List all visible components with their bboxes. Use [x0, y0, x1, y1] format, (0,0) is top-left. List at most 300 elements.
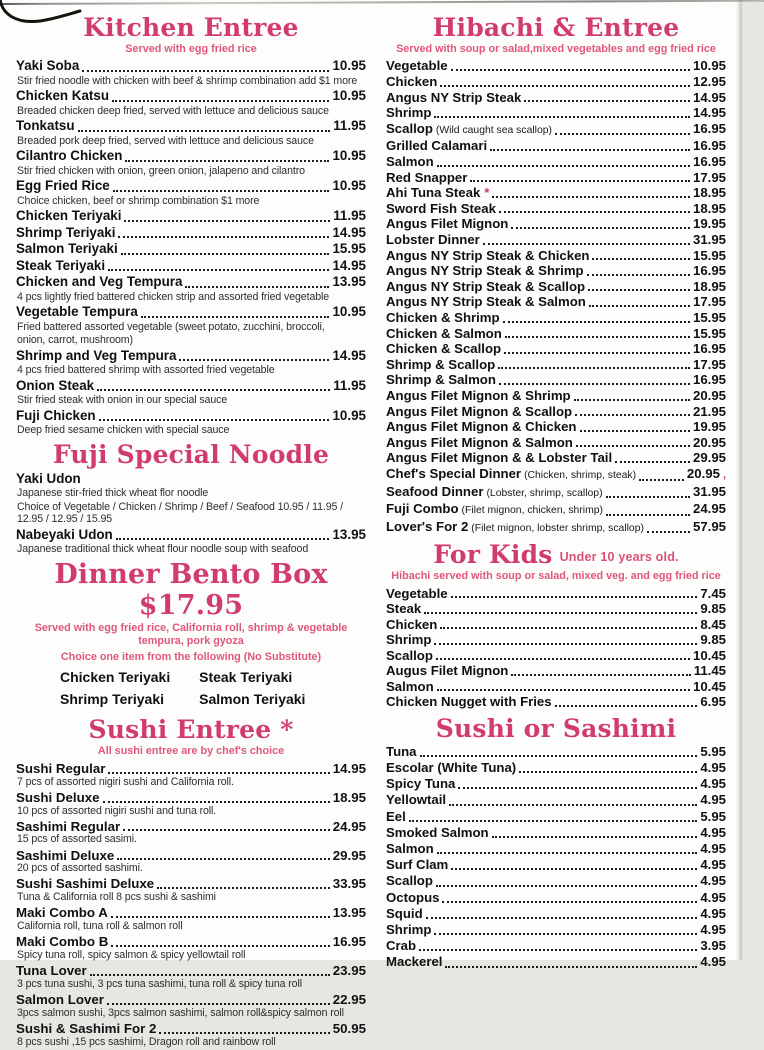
dotted-leader — [442, 901, 697, 903]
item-price: 17.95 — [692, 294, 726, 310]
menu-item-row — [386, 326, 726, 342]
menu-item-row — [386, 216, 726, 232]
item-name: Yaki Soba — [16, 58, 80, 74]
item-price: 31.95 — [692, 483, 726, 499]
section-sushi-entree — [16, 716, 366, 1048]
item-description: 4 pcs lightly fried battered chicken strip and assorted fried vegetable — [17, 290, 330, 303]
item-price: 11.95 — [333, 118, 366, 134]
item-name: Shrimp Teriyaki — [16, 224, 116, 240]
menu-item-row — [16, 848, 366, 864]
menu-item-row — [386, 450, 726, 466]
dotted-leader — [587, 274, 690, 276]
menu-item-row — [386, 466, 726, 484]
item-price: 5.95 — [700, 808, 726, 824]
menu-item-row — [386, 372, 726, 388]
menu-item-row — [386, 617, 726, 633]
item-price: 11.95 — [333, 208, 366, 224]
item-note: (Chicken, shrimp, steak) — [524, 469, 637, 481]
dotted-leader — [113, 190, 330, 192]
item-note: (Wild caught sea scallop) — [435, 124, 552, 136]
item-price: 23.95 — [332, 963, 366, 979]
item-price: 4.95 — [700, 792, 726, 808]
item-name: Angus NY Strip Steak — [386, 89, 522, 105]
item-price: 14.95 — [692, 105, 726, 121]
item-description: Spicy tuna roll, spicy salmon & spicy yellowtail roll — [17, 949, 246, 962]
menu-item-row — [386, 154, 726, 170]
menu-item-row — [386, 170, 726, 186]
item-price: 4.95 — [700, 889, 726, 905]
item-price: 29.95 — [692, 450, 726, 466]
item-note: (Filet mignon, lobster shrimp, scallop) — [471, 522, 644, 534]
dotted-leader — [458, 787, 697, 789]
item-price: 20.95 — [686, 465, 720, 481]
item-price: 15.95 — [692, 309, 726, 325]
item-name: Chef's Special Dinner — [386, 465, 522, 481]
menu-item-row — [16, 378, 366, 395]
item-price: 24.95 — [332, 818, 366, 834]
dotted-leader — [589, 305, 690, 307]
item-price: 14.95 — [332, 760, 366, 776]
item-name: Salmon Teriyaki — [16, 241, 118, 257]
menu-item-row — [16, 905, 366, 921]
item-name: Chicken Katsu — [16, 88, 110, 104]
item-description: Stir fried steak with onion in our special sauce — [17, 394, 228, 407]
item-price: 20.95 — [692, 387, 726, 403]
menu-item-row — [386, 663, 726, 679]
item-description: 3 pcs tuna sushi, 3 pcs tuna sashimi, tuna roll & spicy tuna roll — [17, 977, 302, 990]
item-description: Breaded pork deep fried, served with lettuce and delicious sauce — [17, 134, 314, 147]
item-price: 4.95 — [700, 954, 726, 970]
item-name: Cilantro Chicken — [16, 148, 123, 164]
dotted-leader — [451, 596, 698, 598]
item-price: 19.95 — [692, 216, 726, 232]
menu-item-row — [16, 258, 366, 275]
menu-item-row — [386, 404, 726, 420]
menu-item-row — [386, 357, 726, 373]
item-name: Scallop — [386, 647, 433, 663]
dotted-leader — [82, 70, 329, 72]
menu-item-row — [386, 201, 726, 217]
item-name: Vegetable Tempura — [16, 304, 138, 320]
item-name: Yellowtail — [386, 792, 447, 808]
item-price: 10.45 — [692, 678, 726, 694]
menu-item-row — [386, 419, 726, 435]
menu-item-row — [386, 435, 726, 451]
dotted-leader — [434, 116, 690, 118]
menu-item-row — [16, 761, 366, 777]
item-name: Tonkatsu — [16, 118, 75, 134]
dotted-leader — [499, 211, 690, 213]
item-name: Shrimp — [386, 105, 432, 121]
bento-choice: Steak Teriyaki — [199, 669, 293, 686]
section-title-note: Under 10 years old. — [559, 550, 679, 565]
item-name: Salmon — [386, 678, 434, 694]
menu-item-row — [386, 74, 726, 90]
item-name: Maki Combo A — [16, 905, 108, 921]
item-name: Grilled Calamari — [386, 138, 488, 154]
item-price: 9.85 — [700, 601, 726, 617]
menu-item-row — [16, 348, 366, 365]
item-price: 50.95 — [332, 1020, 366, 1036]
item-description: 4 pcs fried battered shrimp with assorted fried vegetable — [17, 364, 275, 377]
section-title-text: For Kids — [433, 540, 553, 570]
dotted-leader — [524, 100, 690, 102]
item-price: 18.95 — [692, 185, 726, 201]
item-price: 19.95 — [692, 419, 726, 435]
item-name: Sushi & Sashimi For 2 — [16, 1020, 157, 1036]
item-name: Chicken and Veg Tempura — [16, 274, 183, 290]
item-name: Angus NY Strip Steak & Chicken — [386, 247, 590, 263]
item-description: Tuna & California roll 8 pcs sushi & sashimi — [17, 891, 216, 904]
item-price: 10.95 — [332, 148, 366, 164]
dotted-leader — [90, 974, 330, 976]
item-name: Lobster Dinner — [386, 232, 480, 248]
item-description: Japanese traditional thick wheat flour noodle soup with seafood — [17, 543, 309, 556]
page-edge-shadow — [736, 0, 742, 960]
menu-item-row — [386, 841, 726, 857]
section-title — [386, 14, 726, 42]
menu-item-row — [386, 601, 726, 617]
menu-item-row — [16, 274, 366, 291]
menu-item-row — [16, 876, 366, 892]
menu-item-row — [16, 934, 366, 950]
item-price: 14.95 — [332, 224, 366, 240]
item-price: 13.95 — [332, 905, 366, 921]
item-name: Fuji Combo — [386, 501, 459, 517]
menu-item-row — [386, 825, 726, 841]
item-price: 17.95 — [692, 169, 726, 185]
menu-item-row — [386, 484, 726, 502]
item-price: 15.95 — [692, 247, 726, 263]
menu-item-row — [16, 963, 366, 979]
dotted-leader — [606, 514, 690, 516]
menu-item-row — [386, 679, 726, 695]
item-price: 10.95 — [332, 407, 366, 423]
dotted-leader — [121, 253, 330, 255]
section-kitchen-entree — [16, 14, 366, 436]
item-price: 4.95 — [700, 759, 726, 775]
item-description: Stir fried noodle with chicken with beef & shrimp combination add $1 more — [17, 74, 358, 87]
item-name: Angus Filet Mignon & Salmon — [386, 434, 573, 450]
item-price: 16.95 — [692, 372, 726, 388]
menu-item-row — [386, 263, 726, 279]
item-price: 4.95 — [700, 776, 726, 792]
dotted-leader — [483, 243, 690, 245]
section-for-kids — [386, 541, 726, 709]
dotted-leader — [426, 917, 698, 919]
dotted-leader — [511, 227, 690, 229]
dotted-leader — [179, 359, 329, 361]
item-description: Choice chicken, beef or shrimp combination $1 more — [17, 194, 260, 207]
menu-item-row — [386, 954, 726, 970]
dotted-leader — [117, 858, 329, 860]
section-dinner-bento-box — [16, 560, 366, 711]
dotted-leader — [103, 801, 330, 803]
item-price: 16.95 — [692, 120, 726, 136]
menu-item-row — [16, 225, 366, 242]
dotted-leader — [505, 336, 690, 338]
dotted-leader — [492, 196, 690, 198]
menu-item-row — [16, 58, 366, 75]
item-name: Lover's For 2 — [386, 518, 469, 534]
menu-item-row — [386, 310, 726, 326]
item-name: Tuna — [386, 743, 417, 759]
item-price: 7.45 — [700, 585, 726, 601]
menu-column-left — [16, 12, 366, 1050]
menu-item-row — [386, 792, 726, 808]
item-name: Chicken — [386, 616, 438, 632]
item-name: Eel — [386, 808, 406, 824]
item-name: Squid — [386, 905, 423, 921]
item-name: Steak — [386, 601, 422, 617]
item-description: Breaded chicken deep fried, served with lettuce and delicious sauce — [17, 104, 329, 117]
item-price: 10.45 — [692, 647, 726, 663]
section-title-text: Fuji Special Noodle — [52, 440, 330, 470]
menu-item-row — [386, 341, 726, 357]
item-description: Choice of Vegetable / Chicken / Shrimp / Beef / Seafood 10.95 / 11.95 / 12.95 / 12.95 / 15.95 — [17, 500, 344, 525]
menu-item-row — [386, 248, 726, 264]
section-title — [386, 715, 726, 743]
item-name: Tuna Lover — [16, 963, 87, 979]
item-note: (Filet mignon, chicken, shrimp) — [461, 505, 604, 517]
bento-choice: Salmon Teriyaki — [199, 691, 306, 708]
item-price: 10.95 — [332, 58, 366, 74]
section-title-text: Kitchen Entree — [83, 13, 299, 42]
item-description: onion, carrot, mushroom) — [17, 334, 133, 347]
item-price: 8.45 — [700, 616, 726, 632]
item-price: 16.95 — [332, 934, 366, 950]
item-price: 33.95 — [332, 876, 366, 892]
item-name: Salmon — [386, 154, 434, 170]
item-price: 13.95 — [332, 527, 366, 543]
dotted-leader — [451, 69, 690, 71]
section-subtitle: Served with soup or salad,mixed vegetables and egg fried rice — [396, 43, 716, 55]
item-price: 16.95 — [692, 341, 726, 357]
menu-item-row — [386, 857, 726, 873]
item-price: 31.95 — [692, 232, 726, 248]
item-name: Scallop — [386, 120, 433, 136]
item-price: 13.95 — [332, 274, 366, 290]
item-price: 18.95 — [692, 278, 726, 294]
item-name: Ahi Tuna Steak — [386, 185, 481, 201]
menu-item-row — [16, 241, 366, 258]
dotted-leader — [555, 705, 698, 707]
menu-item-row — [16, 790, 366, 806]
item-description: 15 pcs of assorted sasimi. — [17, 833, 137, 846]
menu-item-row — [386, 906, 726, 922]
item-name: Yaki Udon — [16, 471, 81, 487]
dotted-leader — [437, 852, 698, 854]
dotted-leader — [159, 1032, 329, 1034]
item-name: Fuji Chicken — [16, 407, 96, 423]
dotted-leader — [519, 771, 697, 773]
item-name: Shrimp and Veg Tempura — [16, 347, 177, 363]
item-name: Chicken & Salmon — [386, 325, 502, 341]
item-description: 7 pcs of assorted nigiri sushi and California roll. — [17, 775, 234, 788]
menu-item-row — [386, 776, 726, 792]
dotted-leader — [124, 220, 330, 222]
item-asterisk: * — [484, 185, 490, 201]
menu-item-row — [386, 938, 726, 954]
item-name: Vegetable — [386, 58, 448, 74]
item-note: (Lobster, shrimp, scallop) — [486, 487, 603, 499]
item-price: 16.95 — [692, 138, 726, 154]
dotted-leader — [436, 885, 697, 887]
dotted-leader — [504, 352, 690, 354]
dotted-leader — [575, 414, 690, 416]
dotted-leader — [440, 85, 690, 87]
item-price: 10.95 — [332, 178, 366, 194]
menu-item-row — [386, 185, 726, 201]
bento-choice: Chicken Teriyaki — [60, 669, 171, 686]
item-description: California roll, tuna roll & salmon roll — [17, 920, 183, 933]
item-price: 18.95 — [692, 200, 726, 216]
menu-item-row — [386, 121, 726, 139]
menu-column-right — [386, 12, 726, 1050]
dotted-leader — [107, 1003, 330, 1005]
dotted-leader — [615, 461, 690, 463]
menu-item-row — [386, 90, 726, 106]
menu-item-row — [16, 1021, 366, 1037]
menu-item-row — [386, 138, 726, 154]
menu-item-row — [386, 760, 726, 776]
dotted-leader — [420, 755, 698, 757]
menu-item-row — [386, 648, 726, 664]
dotted-leader — [118, 236, 329, 238]
item-name: Chicken & Shrimp — [386, 309, 500, 325]
dotted-leader — [639, 479, 684, 481]
item-name: Angus Filet Mignon & & Lobster Tail — [386, 450, 613, 466]
dotted-leader — [470, 180, 690, 182]
dotted-leader — [97, 389, 330, 391]
item-price: 22.95 — [332, 992, 366, 1008]
dotted-leader — [451, 868, 697, 870]
menu-item-row — [16, 819, 366, 835]
item-name: Sushi Sashimi Deluxe — [16, 876, 155, 892]
dotted-leader — [511, 674, 690, 676]
dotted-leader — [108, 772, 329, 774]
menu-item-row — [386, 105, 726, 121]
item-name: Angus NY Strip Steak & Shrimp — [386, 263, 584, 279]
dotted-leader — [78, 130, 331, 132]
menu-item-row — [386, 519, 726, 537]
item-price: 11.95 — [333, 377, 366, 393]
dotted-leader — [606, 496, 690, 498]
dotted-leader — [449, 804, 697, 806]
menu-item-row — [386, 586, 726, 602]
dotted-leader — [499, 383, 690, 385]
bento-choice: Shrimp Teriyaki — [60, 691, 165, 708]
section-subtitle: Choice one item from the following (No Substitute) — [60, 650, 322, 663]
section-title-text: Dinner Bento Box $17.95 — [54, 559, 328, 621]
item-name: Crab — [386, 938, 417, 954]
item-description: 10 pcs of assorted nigiri sushi and tuna roll. — [17, 804, 217, 817]
dotted-leader — [125, 160, 329, 162]
section-title-text: Sushi or Sashimi — [435, 713, 677, 743]
item-price: 10.95 — [692, 58, 726, 74]
item-name: Maki Combo B — [16, 934, 109, 950]
dotted-leader — [503, 321, 690, 323]
menu-item-row — [16, 118, 366, 135]
menu-item-row — [386, 694, 726, 710]
menu-item-row — [16, 178, 366, 195]
item-price: 29.95 — [332, 847, 366, 863]
item-price: 24.95 — [692, 501, 726, 517]
item-price: 18.95 — [332, 789, 366, 805]
dotted-leader — [436, 658, 690, 660]
item-name: Nabeyaki Udon — [16, 527, 113, 543]
dotted-leader — [434, 933, 697, 935]
menu-item-row — [16, 408, 366, 425]
item-name: Shrimp & Scallop — [386, 356, 496, 372]
section-fuji-special-noodle — [16, 441, 366, 555]
menu-item-row — [386, 922, 726, 938]
item-name: Chicken Nugget with Fries — [386, 694, 552, 710]
scan-artifact-corner-mark — [0, 0, 82, 32]
item-name: Shrimp — [386, 922, 432, 938]
dotted-leader — [592, 258, 690, 260]
item-name: Angus NY Strip Steak & Salmon — [386, 294, 586, 310]
item-name: Sashimi Regular — [16, 818, 121, 834]
item-price: 3.95 — [700, 938, 726, 954]
item-name: Egg Fried Rice — [16, 178, 110, 194]
item-name: Angus Filet Mignon & Shrimp — [386, 387, 571, 403]
dotted-leader — [490, 149, 690, 151]
item-price: 15.95 — [332, 241, 366, 257]
item-name: Shrimp — [386, 632, 432, 648]
dotted-leader — [141, 316, 330, 318]
dotted-leader — [185, 286, 329, 288]
item-name: Onion Steak — [16, 377, 95, 393]
section-title — [386, 541, 726, 569]
section-subtitle: Hibachi served with soup or salad, mixed veg. and egg fried rice — [391, 570, 721, 583]
item-name: Red Snapper — [386, 169, 468, 185]
menu-item-row — [386, 501, 726, 519]
item-price: 17.95 — [692, 356, 726, 372]
stray-ink-mark: , — [722, 468, 726, 481]
dotted-leader — [424, 612, 697, 614]
item-name: Steak Teriyaki — [16, 257, 106, 273]
section-sushi-or-sashimi — [386, 715, 726, 971]
item-price: 4.95 — [700, 841, 726, 856]
dotted-leader — [111, 945, 329, 947]
item-name: Augus Filet Mignon — [386, 663, 509, 679]
item-name: Seafood Dinner — [386, 483, 484, 499]
section-subtitle: Served with egg fried rice, California roll, shrimp & vegetable tempura, pork gyoza — [34, 621, 348, 648]
menu-item-row — [386, 632, 726, 648]
dotted-leader — [440, 627, 697, 629]
item-description: Deep fried sesame chicken with special sauce — [17, 424, 230, 437]
item-name: Angus NY Strip Steak & Scallop — [386, 278, 586, 294]
item-name: Sushi Deluxe — [16, 789, 100, 805]
menu-item-row — [386, 873, 726, 889]
dotted-leader — [419, 949, 697, 951]
item-name: Mackerel — [386, 954, 443, 970]
item-name: Chicken Teriyaki — [16, 208, 122, 224]
dotted-leader — [580, 430, 690, 432]
bento-choices — [16, 666, 366, 711]
dotted-leader — [116, 538, 330, 540]
dotted-leader — [445, 966, 697, 968]
item-name: Sushi Regular — [16, 760, 106, 776]
item-description: 3pcs salmon sushi, 3pcs salmon sashimi, salmon roll&spicy salmon roll — [17, 1006, 344, 1019]
item-name: Surf Clam — [386, 857, 449, 873]
item-name: Smoked Salmon — [386, 824, 489, 840]
dotted-leader — [409, 820, 698, 822]
dotted-leader — [588, 289, 690, 291]
dotted-leader — [437, 165, 690, 167]
section-title — [16, 716, 366, 744]
